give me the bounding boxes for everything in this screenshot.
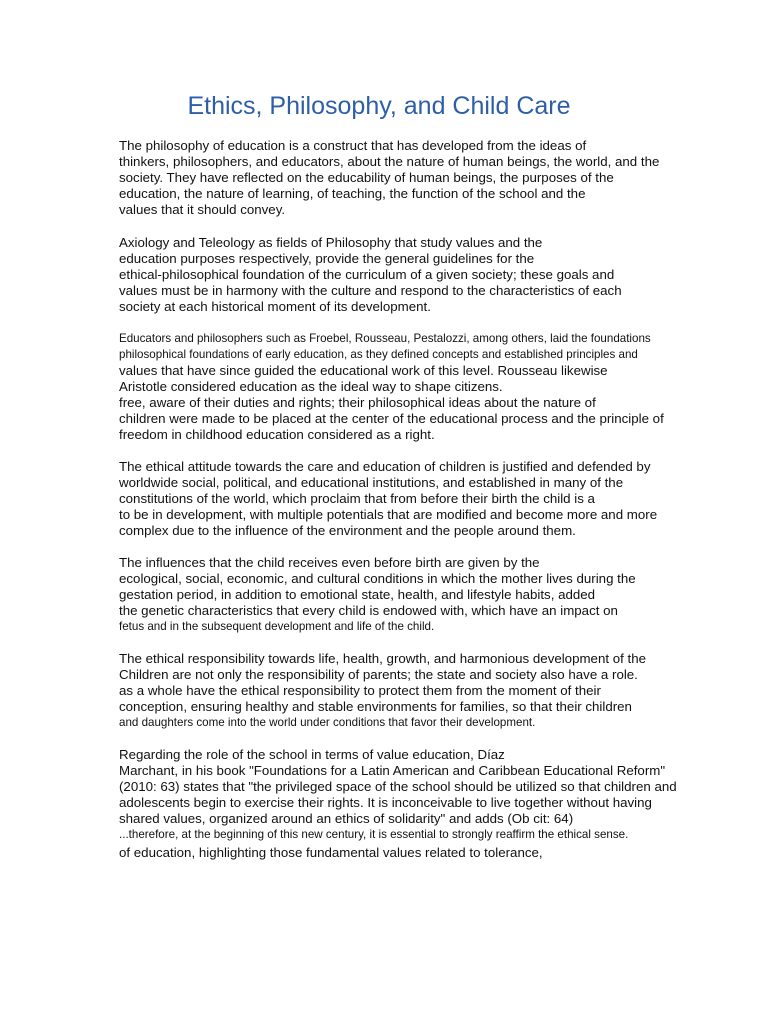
paragraph-7-line: ...therefore, at the beginning of this new century, it is essential to strongly reaffirm the ethical sense. [119, 828, 629, 841]
paragraph-5-line: ecological, social, economic, and cultural conditions in which the mother lives during the [119, 571, 636, 586]
paragraph-3-line: Aristotle considered education as the ideal way to shape citizens. [119, 379, 503, 394]
paragraph-5-line: the genetic characteristics that every child is endowed with, which have an impact on [119, 603, 618, 618]
paragraph-5-line: The influences that the child receives even before birth are given by the [119, 555, 540, 570]
paragraph-2-line: education purposes respectively, provide the general guidelines for the [119, 251, 535, 266]
paragraph-3-line: children were made to be placed at the center of the educational process and the principle of [119, 411, 664, 426]
paragraph-7-line: Regarding the role of the school in terms of value education, Díaz [119, 747, 505, 762]
paragraph-2-line: values must be in harmony with the culture and respond to the characteristics of each [119, 283, 622, 298]
paragraph-1-line: The philosophy of education is a construct that has developed from the ideas of [119, 138, 587, 153]
document-title: Ethics, Philosophy, and Child Care [187, 92, 571, 120]
paragraph-4-line: complex due to the influence of the environment and the people around them. [119, 523, 576, 538]
paragraph-4-line: worldwide social, political, and educational institutions, and established in many of the [119, 475, 624, 490]
paragraph-1-line: education, the nature of learning, of teaching, the function of the school and the [119, 186, 586, 201]
paragraph-2-line: ethical-philosophical foundation of the curriculum of a given society; these goals and [119, 267, 615, 282]
paragraph-5-line: fetus and in the subsequent development and life of the child. [119, 620, 435, 633]
paragraph-6-line: The ethical responsibility towards life, health, growth, and harmonious development of the [119, 651, 646, 666]
paragraph-7-line: adolescents begin to exercise their rights. It is inconceivable to live together without having [119, 795, 652, 810]
paragraph-7-line: shared values, organized around an ethics of solidarity" and adds (Ob cit: 64) [119, 811, 574, 826]
paragraph-1-line: values that it should convey. [119, 202, 286, 217]
paragraph-6-line: as a whole have the ethical responsibility to protect them from the moment of their [119, 683, 601, 698]
paragraph-4-line: The ethical attitude towards the care and education of children is justified and defended by [119, 459, 651, 474]
paragraph-3-line: Educators and philosophers such as Froebel, Rousseau, Pestalozzi, among others, laid the foundations [119, 332, 651, 345]
paragraph-1-line: thinkers, philosophers, and educators, about the nature of human beings, the world, and the [119, 154, 660, 169]
paragraph-3-line: values that have since guided the educational work of this level. Rousseau likewise [119, 363, 608, 378]
paragraph-6-line: Children are not only the responsibility of parents; the state and society also have a role. [119, 667, 638, 682]
paragraph-4-line: to be in development, with multiple potentials that are modified and become more and more [119, 507, 658, 522]
paragraph-7-line: of education, highlighting those fundamental values related to tolerance, [119, 845, 543, 860]
paragraph-3-line: freedom in childhood education considered as a right. [119, 427, 435, 442]
paragraph-7-line: (2010: 63) states that "the privileged space of the school should be utilized so that children and [119, 779, 677, 794]
paragraph-7-line: Marchant, in his book "Foundations for a Latin American and Caribbean Educational Reform" [119, 763, 666, 778]
paragraph-3-line: free, aware of their duties and rights; their philosophical ideas about the nature of [119, 395, 596, 410]
paragraph-6-line: conception, ensuring healthy and stable environments for families, so that their children [119, 699, 632, 714]
paragraph-6-line: and daughters come into the world under conditions that favor their development. [119, 716, 536, 729]
paragraph-3-line: philosophical foundations of early education, as they defined concepts and established principles and [119, 348, 638, 361]
paragraph-2-line: society at each historical moment of its development. [119, 299, 431, 314]
paragraph-4-line: constitutions of the world, which proclaim that from before their birth the child is a [119, 491, 595, 506]
paragraph-2-line: Axiology and Teleology as fields of Philosophy that study values and the [119, 235, 543, 250]
paragraph-5-line: gestation period, in addition to emotional state, health, and lifestyle habits, added [119, 587, 596, 602]
paragraph-1-line: society. They have reflected on the educability of human beings, the purposes of the [119, 170, 614, 185]
